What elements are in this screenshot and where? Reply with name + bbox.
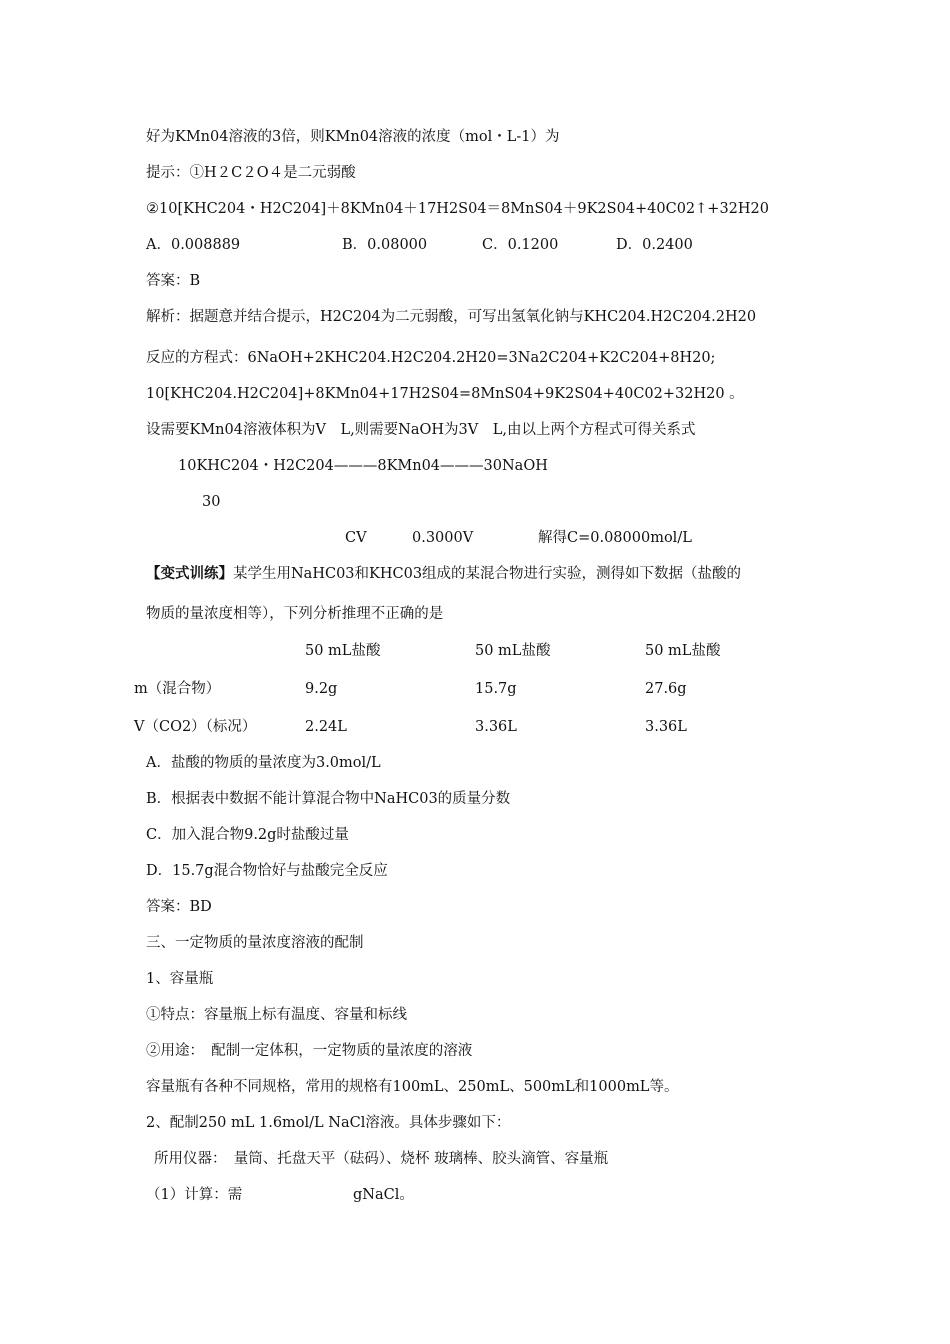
relation-line: 10KHC204・H2C204———8KMn04———30NaOH: [178, 458, 548, 474]
relation-cv: CV: [345, 530, 367, 546]
text-line: 所用仪器： 量筒、托盘天平（砝码）、烧杯 玻璃棒、胶头滴管、容量瓶: [154, 1151, 609, 1167]
text-line: 容量瓶有各种不同规格，常用的规格有100mL、250mL、500mL和1000mL等。: [146, 1079, 679, 1095]
option-c: C．0.1200: [482, 237, 559, 253]
text-line: 好为KMn04溶液的3倍，则KMn04溶液的浓度（mol・L-1）为: [146, 129, 560, 145]
table-header: 50 mL盐酸: [645, 643, 721, 659]
subsection-heading: 2、配制250 mL 1.6mol/L NaCl溶液。具体步骤如下：: [146, 1115, 511, 1131]
option-b: B．根据表中数据不能计算混合物中NaHC03的质量分数: [146, 791, 511, 807]
text-line: 反应的方程式：6NaOH+2KHC204.H2C204.2H20=3Na2C204+K2C204+8H20;: [146, 350, 716, 366]
text-line: ①特点：容量瓶上标有温度、容量和标线: [146, 1007, 407, 1023]
table-cell: 15.7g: [475, 681, 517, 697]
step-label: （1）计算：需: [146, 1187, 243, 1203]
table-row-label: V（CO2）（标况）: [134, 719, 257, 735]
relation-result: 解得C=0.08000mol/L: [538, 530, 692, 546]
option-a: A．盐酸的物质的量浓度为3.0mol/L: [146, 755, 381, 771]
table-cell: 3.36L: [475, 719, 517, 735]
analysis-line: 解析：据题意并结合提示，H2C204为二元弱酸，可写出氢氧化钠与KHC204.H2C204.2H20: [146, 309, 757, 325]
table-cell: 27.6g: [645, 681, 687, 697]
text-line: 设需要KMn04溶液体积为V L,则需要NaOH为3V L,由以上两个方程式可得关系式: [146, 422, 696, 438]
equation-line: 10[KHC204.H2C204]+8KMn04+17H2S04=8MnS04+9K2S04+40C02+32H20 。: [146, 386, 744, 402]
section-heading: 三、一定物质的量浓度溶液的配制: [146, 935, 364, 951]
table-header: 50 mL盐酸: [305, 643, 381, 659]
hint-line: 提示：①H２C２O４是二元弱酸: [146, 165, 356, 181]
exercise-heading: 【变式训练】: [146, 565, 233, 582]
equation-line: ②10[KHC204・H2C204]＋8KMn04＋17H2S04＝8MnS04＋9K2S04+40C02↑+32H20: [146, 201, 770, 217]
option-c: C．加入混合物9.2g时盐酸过量: [146, 827, 349, 843]
step-unit: gNaCl。: [353, 1187, 414, 1203]
table-cell: 2.24L: [305, 719, 347, 735]
table-cell: 3.36L: [645, 719, 687, 735]
table-cell: 9.2g: [305, 681, 338, 697]
option-d: D．15.7g混合物恰好与盐酸完全反应: [146, 863, 388, 879]
answer-line: 答案：BD: [146, 899, 212, 915]
answer-line: 答案：B: [146, 273, 201, 289]
table-header: 50 mL盐酸: [475, 643, 551, 659]
exercise-text: 某学生用NaHC03和KHC03组成的某混合物进行实验，测得如下数据（盐酸的: [233, 566, 742, 582]
text-line: ②用途： 配制一定体积，一定物质的量浓度的溶液: [146, 1043, 473, 1059]
exercise-line: [146, 564, 741, 584]
table-row-label: m（混合物）: [134, 681, 221, 697]
option-d: D．0.2400: [616, 237, 693, 253]
text-line: 物质的量浓度相等），下列分析推理不正确的是: [146, 606, 444, 622]
subsection-heading: 1、容量瓶: [146, 971, 214, 987]
option-a: A．0.008889: [146, 237, 241, 253]
option-b: B．0.08000: [342, 237, 428, 253]
relation-value: 30: [202, 494, 221, 510]
relation-naoh: 0.3000V: [412, 530, 474, 546]
